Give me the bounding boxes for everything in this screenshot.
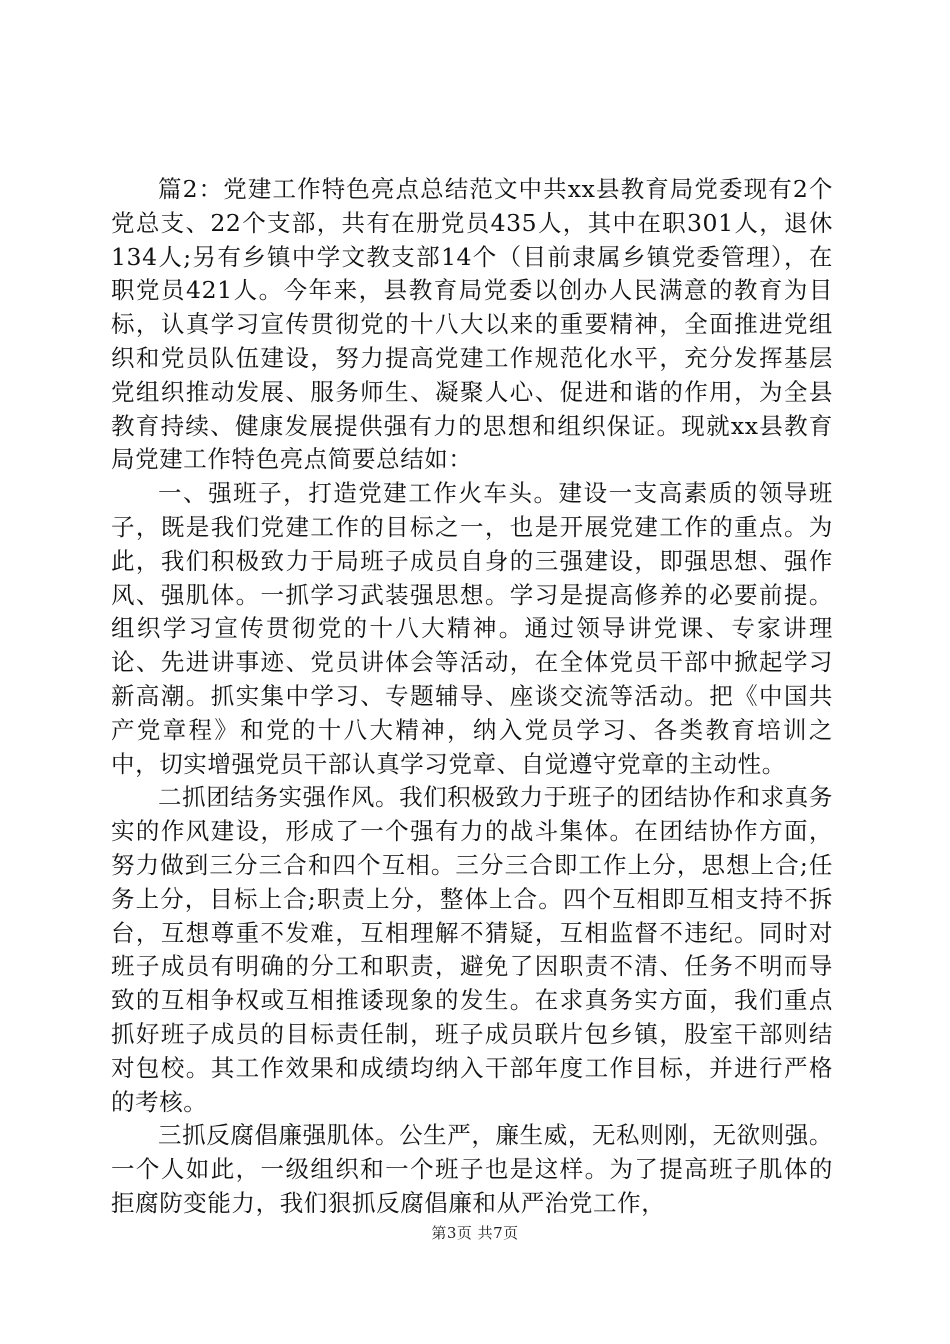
paragraph-intro: 篇2：党建工作特色亮点总结范文中共xx县教育局党委现有2个党总支、22个支部，共有在册党员435人，其中在职301人，退休134人;另有乡镇中学文教支部14个（目前隶属乡镇党委管理），在职党员421人。今年来，县教育局党委以创办人民满意的教育为目标，认真学习宣传贯彻党的十八大以来的重要精神，全面推进党组织和党员队伍建设，努力提高党建工作规范化水平，充分发挥基层党组织推动发展、服务师生、凝聚人心、促进和谐的作用，为全县教育持续、健康发展提供强有力的思想和组织保证。现就xx县教育局党建工作特色亮点简要总结如：: [111, 175, 833, 474]
paragraph-section-three: 三抓反腐倡廉强肌体。公生严，廉生威，无私则刚，无欲则强。一个人如此，一级组织和一个班子也是这样。为了提高班子肌体的拒腐防变能力，我们狠抓反腐倡廉和从严治党工作，: [111, 1121, 833, 1217]
paragraph-section-two: 二抓团结务实强作风。我们积极致力于班子的团结协作和求真务实的作风建设，形成了一个强有力的战斗集体。在团结协作方面，努力做到三分三合和四个互相。三分三合即工作上分，思想上合;任务上分，目标上合;职责上分，整体上合。四个互相即互相支持不拆台，互想尊重不发难，互相理解不猜疑，互相监督不违纪。同时对班子成员有明确的分工和职责，避免了因职责不清、任务不明而导致的互相争权或互相推诿现象的发生。在求真务实方面，我们重点抓好班子成员的目标责任制，班子成员联片包乡镇，股室干部则结对包校。其工作效果和成绩均纳入干部年度工作目标，并进行严格的考核。: [111, 783, 833, 1116]
page-number-footer: 第3页 共7页: [431, 1224, 519, 1242]
document-body: [111, 173, 833, 1221]
paragraph-section-one: 一、强班子，打造党建工作火车头。建设一支高素质的领导班子，既是我们党建工作的目标之一，也是开展党建工作的重点。为此，我们积极致力于局班子成员自身的三强建设，即强思想、强作风、强肌体。一抓学习武装强思想。学习是提高修养的必要前提。组织学习宣传贯彻党的十八大精神。通过领导讲党课、专家讲理论、先进讲事迹、党员讲体会等活动，在全体党员干部中掀起学习新高潮。抓实集中学习、专题辅导、座谈交流等活动。把《中国共产党章程》和党的十八大精神，纳入党员学习、各类教育培训之中，切实增强党员干部认真学习党章、自觉遵守党章的主动性。: [111, 479, 833, 778]
